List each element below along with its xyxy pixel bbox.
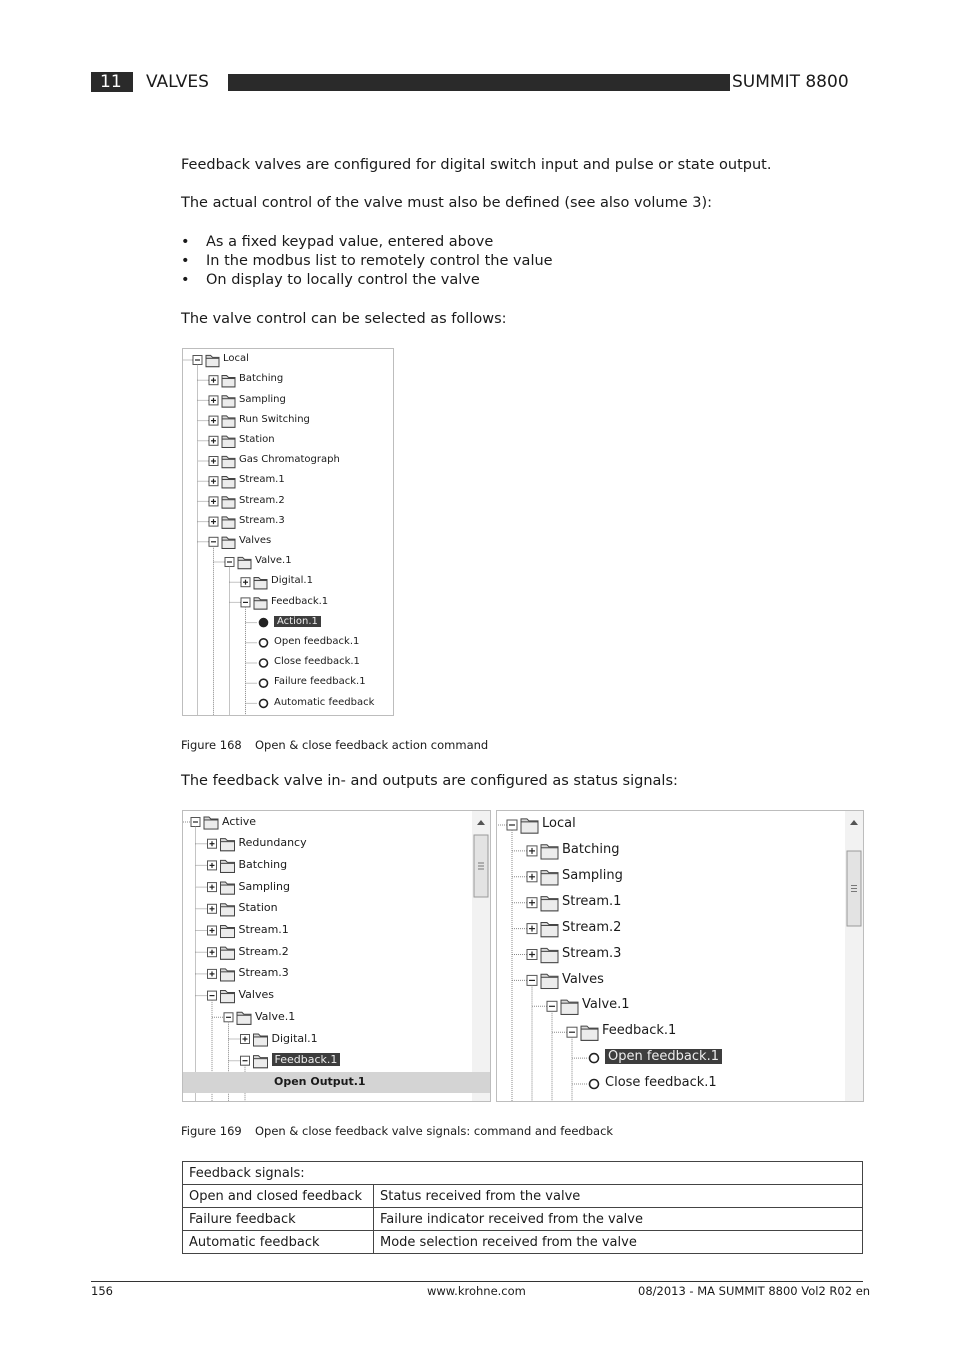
tree-node-label[interactable]: Batching [562,842,620,858]
tree-node-label[interactable]: Valves [239,535,272,546]
header-bar [228,74,730,91]
tree-node[interactable] [183,532,393,552]
footer-document-id: 08/2013 - MA SUMMIT 8800 Vol2 R02 en [638,1284,871,1298]
tree-node-label[interactable]: Automatic feedback [274,696,375,708]
tree-node[interactable] [497,864,863,890]
tree-node[interactable] [183,1006,490,1028]
table-cell: Automatic feedback [183,1231,374,1254]
tree-node[interactable] [183,833,490,855]
tree-node-label[interactable]: Stream.2 [238,944,289,958]
table-cell: Mode selection received from the valve [374,1231,863,1254]
tree-node-label[interactable]: Stream.2 [562,919,622,935]
tree-node-label[interactable]: Station [238,901,278,915]
tree-node[interactable] [183,471,393,491]
tree-node-label[interactable]: Sampling [239,393,286,405]
tree-node-label[interactable]: Stream.3 [562,945,622,961]
page-number: 156 [91,1284,113,1298]
tree-node-label[interactable]: Stream.1 [238,923,289,937]
tree-node[interactable] [497,993,863,1019]
tree-node[interactable] [497,838,863,864]
tree-node-label[interactable]: Open Output.1 [274,1074,366,1088]
figure-168-caption: Figure 168 Open & close feedback action command [181,738,489,752]
tree-node-label[interactable]: Action.1 [274,616,321,627]
tree-node-label[interactable]: Failure feedback.1 [274,676,366,688]
table-row [183,1185,863,1208]
tree-node-label[interactable]: Digital.1 [271,575,313,587]
figure-169-caption: Figure 169 Open & close feedback valve signals: command and feedback [181,1124,614,1138]
tree-node[interactable] [183,855,490,877]
tree-node-label[interactable]: Active [222,814,257,828]
list-item: • On display to locally control the valve [181,272,480,288]
tree-node[interactable] [497,1019,863,1045]
tree-node[interactable] [183,390,393,410]
table-cell: Failure indicator received from the valve [374,1208,863,1231]
feedback-signals-table [182,1161,863,1254]
tree-node-label[interactable]: Digital.1 [271,1031,318,1045]
tree-node-label[interactable]: Gas Chromatograph [239,454,340,466]
tree-node-label[interactable]: Stream.1 [239,474,285,486]
tree-node-label[interactable]: Stream.1 [562,893,622,909]
tree-node[interactable] [497,942,863,968]
tree-node[interactable] [183,350,393,370]
list-item: • As a fixed keypad value, entered above [181,234,494,250]
tree-node[interactable] [183,370,393,390]
footer-rule [91,1281,863,1282]
table-header-row [183,1162,863,1185]
tree-view-local[interactable] [182,348,394,716]
table-title: Feedback signals: [183,1162,863,1185]
tree-node-label[interactable]: Valve.1 [255,1009,296,1023]
tree-node[interactable] [183,512,393,532]
tree-node-label[interactable]: Run Switching [239,413,310,425]
tree-node-label[interactable]: Close feedback.1 [605,1075,717,1091]
tree-node-label[interactable]: Stream.3 [238,966,289,980]
tree-node[interactable] [183,963,490,985]
tree-node[interactable] [183,941,490,963]
tree-node-label[interactable]: Close feedback.1 [274,656,360,668]
tree-node-label[interactable]: Stream.3 [239,514,285,526]
tree-node[interactable] [183,920,490,942]
bullet-list [181,233,553,290]
paragraph-control: The actual control of the valve must also be defined (see also volume 3): [181,195,713,211]
tree-node[interactable] [497,967,863,993]
footer-website: www.krohne.com [427,1284,526,1298]
tree-node-label[interactable]: Local [223,353,249,365]
tree-node-label[interactable]: Local [542,816,576,832]
tree-node[interactable] [497,890,863,916]
table-row [183,1231,863,1254]
tree-view-local-feedback[interactable] [496,810,864,1102]
chapter-title: VALVES [146,72,209,92]
chapter-number: 11 [91,72,133,92]
tree-node-label[interactable]: Batching [239,373,284,385]
tree-node-label[interactable]: Feedback.1 [272,1053,341,1066]
tree-node-label[interactable]: Feedback.1 [602,1023,677,1039]
tree-node[interactable] [183,898,490,920]
tree-node-label[interactable]: Feedback.1 [271,595,329,607]
list-item: • In the modbus list to remotely control the value [181,253,553,269]
tree-node-label[interactable]: Batching [238,857,288,871]
tree-node-label[interactable]: Redundancy [238,836,307,850]
tree-view-active[interactable] [182,810,491,1102]
tree-node-label[interactable]: Valves [562,971,604,987]
product-name: SUMMIT 8800 [732,72,849,92]
paragraph-intro: Feedback valves are configured for digital switch input and pulse or state output. [181,157,772,173]
table-cell: Failure feedback [183,1208,374,1231]
table-row [183,1208,863,1231]
tree-node[interactable] [497,916,863,942]
tree-node-label[interactable]: Open feedback.1 [605,1049,722,1064]
tree-node-label[interactable]: Station [239,434,275,445]
tree-node-label[interactable]: Sampling [562,867,623,883]
paragraph-selection: The valve control can be selected as follows: [181,311,507,327]
tree-node[interactable] [183,1028,490,1050]
tree-node-label[interactable]: Sampling [238,879,290,893]
tree-node[interactable] [183,876,490,898]
tree-node-label[interactable]: Valves [238,988,274,1002]
table-cell: Status received from the valve [374,1185,863,1208]
table-cell: Open and closed feedback [183,1185,374,1208]
tree-node[interactable] [183,985,490,1007]
tree-node[interactable] [183,431,393,451]
paragraph-status: The feedback valve in- and outputs are configured as status signals: [181,773,678,789]
tree-node-label[interactable]: Valve.1 [582,997,630,1013]
tree-node[interactable] [183,491,393,511]
tree-node-label[interactable]: Valve.1 [255,555,292,567]
tree-node-label[interactable]: Stream.2 [239,494,285,506]
tree-node-label[interactable]: Open feedback.1 [274,636,360,647]
